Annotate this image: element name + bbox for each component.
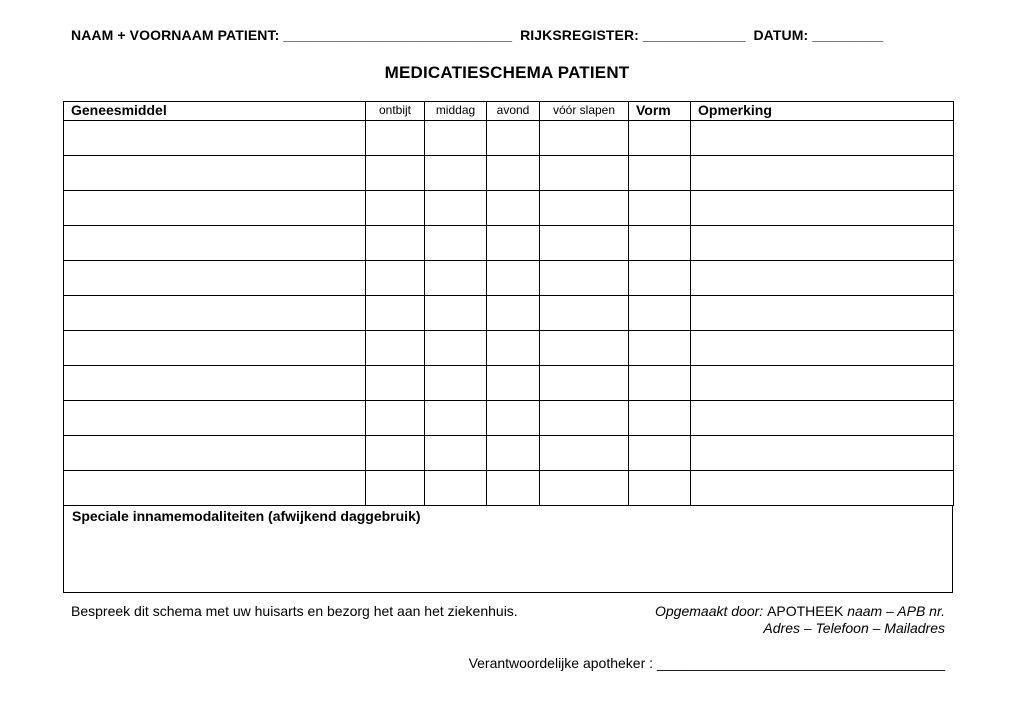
table-header-row [64,102,954,121]
cell-remark[interactable] [691,191,954,226]
cell-breakfast[interactable] [366,226,425,261]
cell-bedtime[interactable] [540,366,629,401]
column-header-evening: avond [487,102,540,121]
cell-noon[interactable] [425,366,487,401]
cell-breakfast[interactable] [366,121,425,156]
cell-evening[interactable] [487,436,540,471]
cell-bedtime[interactable] [540,121,629,156]
cell-evening[interactable] [487,331,540,366]
cell-remark[interactable] [691,331,954,366]
cell-noon[interactable] [425,436,487,471]
cell-noon[interactable] [425,226,487,261]
table-row [64,331,954,366]
pharmacy-contact: Adres – Telefoon – Mailadres [763,620,945,636]
cell-noon[interactable] [425,471,487,506]
cell-noon[interactable] [425,331,487,366]
table-row [64,296,954,331]
cell-form[interactable] [629,401,691,436]
cell-form[interactable] [629,471,691,506]
cell-medicine[interactable] [64,261,366,296]
cell-remark[interactable] [691,226,954,261]
cell-bedtime[interactable] [540,191,629,226]
date-field[interactable]: _________ [812,27,884,43]
cell-medicine[interactable] [64,121,366,156]
cell-medicine[interactable] [64,296,366,331]
cell-remark[interactable] [691,121,954,156]
cell-bedtime[interactable] [540,331,629,366]
cell-form[interactable] [629,436,691,471]
column-header-bedtime: vóór slapen [540,102,629,121]
cell-form[interactable] [629,226,691,261]
column-header-noon: middag [425,102,487,121]
cell-remark[interactable] [691,471,954,506]
patient-header [71,27,951,43]
cell-medicine[interactable] [64,436,366,471]
cell-bedtime[interactable] [540,401,629,436]
cell-breakfast[interactable] [366,401,425,436]
cell-form[interactable] [629,331,691,366]
cell-medicine[interactable] [64,226,366,261]
cell-evening[interactable] [487,226,540,261]
made-by-label: Opgemaakt door: [655,603,768,619]
signature-label: Verantwoordelijke apotheker : [468,655,657,671]
cell-evening[interactable] [487,191,540,226]
cell-medicine[interactable] [64,366,366,401]
table-row [64,436,954,471]
cell-form[interactable] [629,156,691,191]
page-title: MEDICATIESCHEMA PATIENT [384,63,630,82]
special-instructions-box[interactable] [63,506,953,593]
cell-noon[interactable] [425,261,487,296]
cell-remark[interactable] [691,261,954,296]
cell-remark[interactable] [691,156,954,191]
cell-form[interactable] [629,366,691,401]
cell-medicine[interactable] [64,191,366,226]
column-header-breakfast: ontbijt [366,102,425,121]
table-row [64,121,954,156]
cell-remark[interactable] [691,436,954,471]
cell-form[interactable] [629,261,691,296]
cell-breakfast[interactable] [366,156,425,191]
cell-breakfast[interactable] [366,436,425,471]
special-instructions-label: Speciale innamemodaliteiten (afwijkend daggebruik) [72,508,421,524]
pharmacy-info [655,603,945,637]
cell-remark[interactable] [691,296,954,331]
cell-bedtime[interactable] [540,471,629,506]
cell-breakfast[interactable] [366,331,425,366]
signature-line [469,655,945,671]
cell-bedtime[interactable] [540,261,629,296]
cell-noon[interactable] [425,401,487,436]
cell-form[interactable] [629,296,691,331]
cell-medicine[interactable] [64,331,366,366]
cell-breakfast[interactable] [366,366,425,401]
cell-evening[interactable] [487,296,540,331]
cell-medicine[interactable] [64,471,366,506]
cell-evening[interactable] [487,471,540,506]
cell-evening[interactable] [487,261,540,296]
cell-breakfast[interactable] [366,191,425,226]
table-row [64,191,954,226]
table-row [64,401,954,436]
made-by-line [655,603,945,620]
table-row [64,226,954,261]
cell-bedtime[interactable] [540,436,629,471]
cell-bedtime[interactable] [540,296,629,331]
cell-form[interactable] [629,191,691,226]
cell-evening[interactable] [487,156,540,191]
national-register-label: RIJKSREGISTER: [520,27,639,43]
signature-field[interactable]: _____________________________________ [656,655,945,671]
cell-form[interactable] [629,121,691,156]
medication-table [63,101,954,506]
footer-instruction: Bespreek dit schema met uw huisarts en bezorg het aan het ziekenhuis. [71,603,518,619]
column-header-medicine: Geneesmiddel [64,102,366,121]
cell-noon[interactable] [425,121,487,156]
column-header-form: Vorm [629,102,691,121]
table-row [64,261,954,296]
column-header-remark: Opmerking [691,102,954,121]
cell-remark[interactable] [691,401,954,436]
patient-name-field[interactable]: _____________________________ [283,27,513,43]
table-row [64,366,954,401]
cell-noon[interactable] [425,191,487,226]
cell-bedtime[interactable] [540,226,629,261]
date-label: DATUM: [753,27,809,43]
cell-evening[interactable] [487,121,540,156]
cell-noon[interactable] [425,156,487,191]
national-register-field[interactable]: _____________ [642,27,746,43]
cell-bedtime[interactable] [540,156,629,191]
pharmacy-name: APOTHEEK [767,603,844,619]
cell-evening[interactable] [487,401,540,436]
cell-medicine[interactable] [64,401,366,436]
cell-medicine[interactable] [64,156,366,191]
pharmacy-id: naam – APB nr. [843,603,945,619]
cell-remark[interactable] [691,366,954,401]
cell-breakfast[interactable] [366,471,425,506]
table-row [64,471,954,506]
cell-noon[interactable] [425,296,487,331]
cell-breakfast[interactable] [366,261,425,296]
table-row [64,156,954,191]
cell-breakfast[interactable] [366,296,425,331]
patient-name-label: NAAM + VOORNAAM PATIENT: [71,27,280,43]
cell-evening[interactable] [487,366,540,401]
